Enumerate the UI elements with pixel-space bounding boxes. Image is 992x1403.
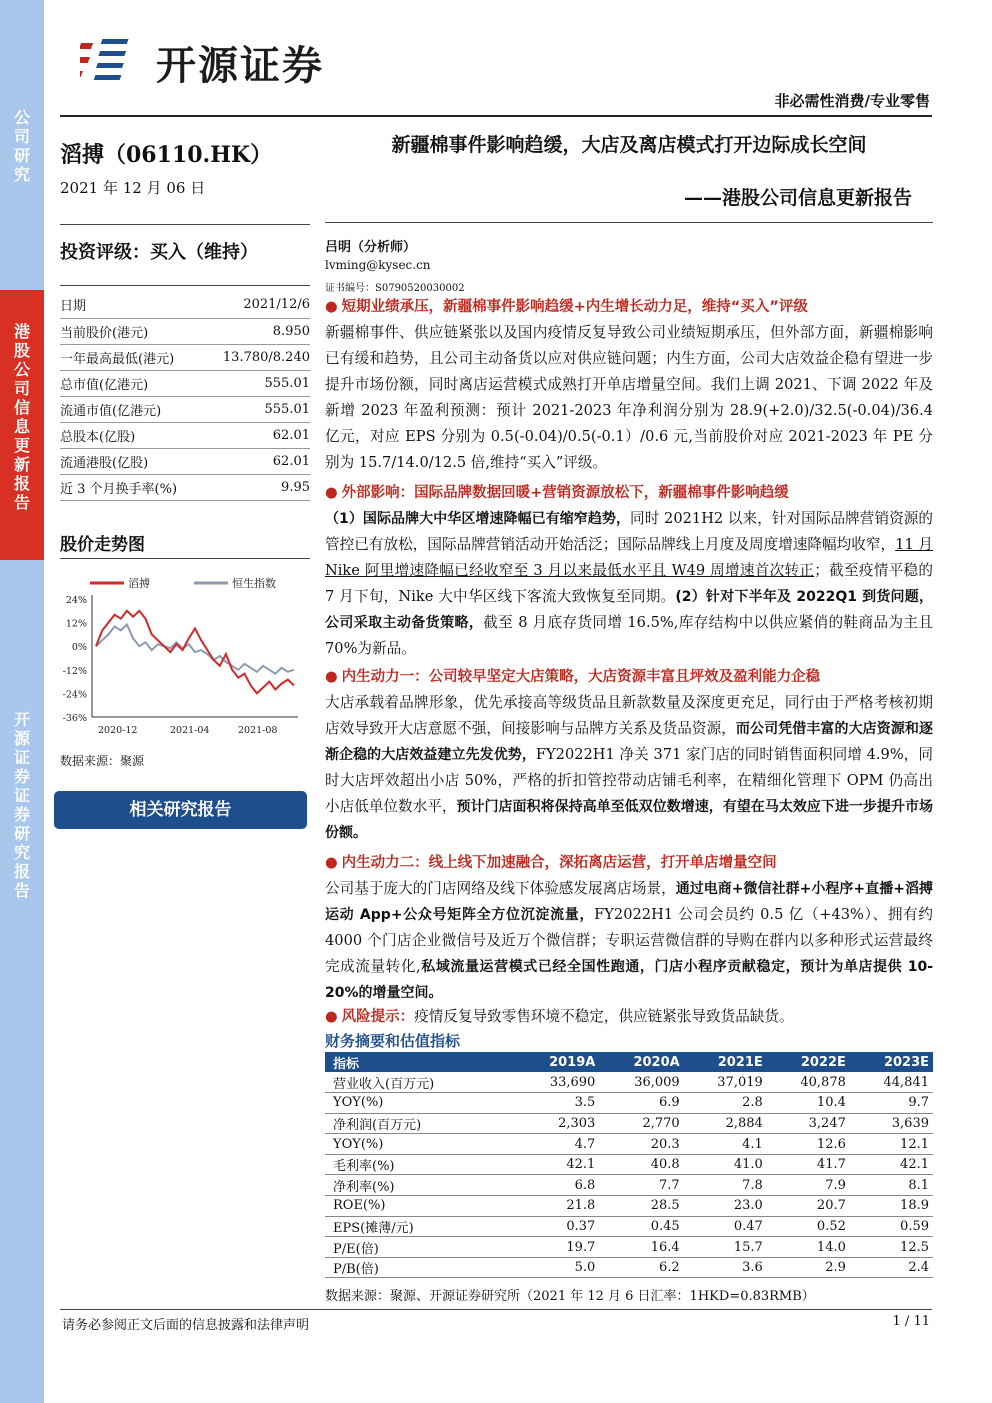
table-row — [60, 448, 310, 474]
key-label: 流通市值(亿港元) — [60, 396, 203, 422]
cell-value: 2,770 — [599, 1113, 683, 1134]
side-bar — [0, 0, 44, 1403]
bold-text: （1）国际品牌大中华区增速降幅已有缩窄趋势， — [325, 511, 631, 527]
text: FY2022H1 净关 371 家门店的同时销售面积同增 4.9%，同时大店坪效超出小店 50%，严格的折扣管控带动店铺毛利率，在精细化管理下 OPM 仍高出小店低单位数水平， — [325, 746, 934, 815]
analyst-name: 吕明（分析师） — [325, 240, 417, 255]
row-label: 净利润(百万元) — [325, 1113, 515, 1134]
cell-value: 2.8 — [684, 1093, 767, 1114]
x-tick-label: 2021-08 — [238, 725, 278, 736]
top-divider — [60, 115, 932, 117]
bullet-icon: ● — [325, 855, 338, 871]
column-header: 指标 — [325, 1052, 515, 1072]
x-tick-label: 2021-04 — [170, 725, 210, 736]
cell-value: 40.8 — [599, 1154, 683, 1175]
text: 疫情反复导致零售环境不稳定，供应链紧张导致货品缺货。 — [414, 1008, 794, 1025]
cell-value: 10.4 — [767, 1093, 850, 1114]
cell-value: 4.1 — [684, 1134, 767, 1155]
fin-table-body — [325, 1072, 933, 1278]
table-row — [60, 318, 310, 344]
section-summary — [325, 294, 933, 476]
table-row — [325, 1257, 933, 1278]
left-divider — [60, 558, 310, 559]
cell-value: 2,884 — [684, 1113, 767, 1134]
section-heading — [325, 664, 933, 690]
column-header: 2020A — [599, 1052, 683, 1072]
logo — [80, 34, 324, 90]
key-value: 62.01 — [203, 422, 310, 448]
footer-divider — [60, 1309, 932, 1310]
cell-value: 12.6 — [767, 1134, 850, 1155]
cell-value: 18.9 — [850, 1196, 933, 1217]
cell-value: 28.5 — [599, 1196, 683, 1217]
table-header-row — [325, 1052, 933, 1072]
x-tick-label: 2020-12 — [98, 725, 138, 736]
cell-value: 42.1 — [515, 1154, 599, 1175]
cell-value: 3.6 — [684, 1257, 767, 1278]
y-tick-label: 24% — [65, 595, 87, 606]
table-row — [325, 1216, 933, 1237]
bold-text: 通过电商+微信社群+小程序+直播+滔搏运动 App+公众号矩阵全方位沉淀流量， — [325, 881, 933, 923]
cell-value: 20.3 — [599, 1134, 683, 1155]
cell-value: 6.8 — [515, 1175, 599, 1196]
y-tick-label: 0% — [71, 642, 87, 654]
analyst-email[interactable]: lvming@kysec.cn — [325, 258, 431, 272]
text: 同时 2021H2 以来，针对国际品牌营销资源的管控已有放松，国际品牌营销活动开始活泛；国际品牌线上月度及周度增速降幅均收窄， — [325, 510, 933, 553]
cell-value: 44,841 — [850, 1072, 933, 1093]
column-header: 2021E — [684, 1052, 767, 1072]
cell-value: 16.4 — [599, 1237, 683, 1258]
left-divider — [60, 224, 310, 225]
cell-value: 4.7 — [515, 1134, 599, 1155]
key-label: 流通港股(亿股) — [60, 448, 203, 474]
table-row — [325, 1237, 933, 1258]
cell-value: 0.59 — [850, 1216, 933, 1237]
cell-value: 7.7 — [599, 1175, 683, 1196]
table-row — [60, 422, 310, 448]
page-number: 1 / 11 — [892, 1314, 930, 1329]
table-row — [325, 1175, 933, 1196]
y-tick-label: -24% — [62, 689, 87, 701]
row-label: EPS(摊薄/元) — [325, 1216, 515, 1237]
column-header: 2022E — [767, 1052, 850, 1072]
cell-value: 21.8 — [515, 1196, 599, 1217]
cell-value: 2,303 — [515, 1113, 599, 1134]
column-header: 2019A — [515, 1052, 599, 1072]
section-internal-2 — [325, 850, 933, 1006]
cell-value: 9.7 — [850, 1093, 933, 1114]
stock-chart-svg — [60, 565, 310, 745]
cell-value: 41.0 — [684, 1154, 767, 1175]
column-header: 2023E — [850, 1052, 933, 1072]
table-row — [325, 1093, 933, 1114]
bullet-icon: ● — [325, 299, 338, 315]
text: FY2022H1 公司会员约 0.5 亿（+43%）、拥有约 4000 个门店企业微信号及近万个微信群；专职运营微信群的导购在群内以多种形式运营最终完成流量转化, — [325, 906, 934, 975]
rating: 投资评级：买入（维持） — [60, 242, 258, 263]
y-tick-label: -36% — [62, 713, 87, 724]
cell-value: 7.9 — [767, 1175, 850, 1196]
section-internal-1 — [325, 664, 933, 846]
section-heading — [325, 850, 933, 876]
chart-section-title: 股价走势图 — [60, 535, 145, 555]
report-date: 2021 年 12 月 06 日 — [60, 179, 206, 197]
row-label: 营业收入(百万元) — [325, 1072, 515, 1093]
title-divider — [325, 222, 933, 223]
cell-value: 0.47 — [684, 1216, 767, 1237]
heading-text: 短期业绩承压，新疆棉事件影响趋缓+内生增长动力足，维持“买入”评级 — [341, 299, 808, 315]
cell-value: 23.0 — [684, 1196, 767, 1217]
key-label: 总股本(亿股) — [60, 422, 203, 448]
fin-table — [325, 1052, 933, 1278]
section-external — [325, 480, 933, 662]
cell-value: 19.7 — [515, 1237, 599, 1258]
key-value: 555.01 — [203, 370, 310, 396]
cell-value: 33,690 — [515, 1072, 599, 1093]
cell-value: 7.8 — [684, 1175, 767, 1196]
stock-name: 滔搏（06110.HK） — [60, 142, 273, 168]
text: 大店承载着品牌形象，优先承接高等级货品且新款数量及深度更充足，同行由于严格考核初期店效导致开大店意愿不强，间接影响与品牌方关系及货品资源， — [325, 694, 933, 737]
table-row — [325, 1113, 933, 1134]
left-divider — [60, 285, 310, 286]
key-value: 62.01 — [203, 448, 310, 474]
table-row — [325, 1196, 933, 1217]
row-label: YOY(%) — [325, 1093, 515, 1114]
legend-label: 恒生指数 — [232, 577, 276, 590]
cell-value: 14.0 — [767, 1237, 850, 1258]
fin-table-title: 财务摘要和估值指标 — [325, 1032, 461, 1050]
side-label-top: 公司研究 — [13, 108, 30, 184]
section-heading — [325, 1009, 414, 1025]
side-label-mid: 港股公司信息更新报告 — [13, 322, 30, 512]
key-value: 555.01 — [203, 396, 310, 422]
cell-value: 20.7 — [767, 1196, 850, 1217]
bullet-icon: ● — [325, 1009, 338, 1025]
logo-mark-icon — [80, 35, 142, 89]
cell-value: 3.5 — [515, 1093, 599, 1114]
text: 公司基于庞大的门店网络及线下体验感发展离店场景， — [325, 880, 676, 897]
key-value: 8.950 — [203, 318, 310, 344]
underlined-text: 11 月 Nike 阿里增速降幅已经收窄至 3 月以来最低水平且 W49 周增速首次转正 — [325, 536, 933, 579]
table-row — [60, 292, 310, 318]
table-row — [60, 370, 310, 396]
cell-value: 12.1 — [850, 1134, 933, 1155]
bullet-icon: ● — [325, 669, 338, 685]
bold-text: 而公司凭借丰富的大店资源和逐渐企稳的大店效益建立先发优势， — [325, 721, 933, 763]
text: 截至 8 月底存货同增 16.5%,库存结构中以供应紧俏的鞋商品为主且 70%为新品。 — [325, 614, 933, 657]
table-row — [60, 396, 310, 422]
industry-label: 非必需性消费/专业零售 — [774, 92, 930, 110]
chart-source: 数据来源：聚源 — [60, 754, 145, 768]
related-reports-button[interactable]: 相关研究报告 — [54, 791, 307, 829]
cell-value: 2.9 — [767, 1257, 850, 1278]
fin-table-source: 数据来源：聚源、开源证券研究所（2021 年 12 月 6 日汇率：1HKD=0.83RMB） — [325, 1289, 815, 1304]
footer-disclaimer: 请务必参阅正文后面的信息披露和法律声明 — [62, 1318, 310, 1333]
heading-text: 风险提示： — [341, 1009, 415, 1025]
cell-value: 36,009 — [599, 1072, 683, 1093]
cell-value: 41.7 — [767, 1154, 850, 1175]
bullet-icon: ● — [325, 485, 338, 501]
key-value: 9.95 — [203, 474, 310, 500]
key-label: 近 3 个月换手率(%) — [60, 474, 203, 500]
heading-text: 内生动力二：线上线下加速融合，深拓离店运营，打开单店增量空间 — [341, 855, 777, 871]
paragraph — [325, 876, 933, 1006]
key-data-table — [60, 292, 310, 501]
key-value: 13.780/8.240 — [203, 344, 310, 370]
key-label: 当前股价(港元) — [60, 318, 203, 344]
cell-value: 2.4 — [850, 1257, 933, 1278]
paragraph — [325, 690, 933, 846]
key-label: 日期 — [60, 292, 203, 318]
key-label: 一年最高最低(港元) — [60, 344, 203, 370]
cell-value: 37,019 — [684, 1072, 767, 1093]
cell-value: 15.7 — [684, 1237, 767, 1258]
report-title: 新疆棉事件影响趋缓，大店及离店模式打开边际成长空间 — [391, 134, 867, 156]
analyst-cert: 证书编号：S0790520030002 — [325, 283, 465, 294]
row-label: P/E(倍) — [325, 1237, 515, 1258]
row-label: ROE(%) — [325, 1196, 515, 1217]
cell-value: 42.1 — [850, 1154, 933, 1175]
cell-value: 12.5 — [850, 1237, 933, 1258]
cell-value: 6.2 — [599, 1257, 683, 1278]
key-value: 2021/12/6 — [203, 292, 310, 318]
cell-value: 0.52 — [767, 1216, 850, 1237]
cell-value: 5.0 — [515, 1257, 599, 1278]
y-tick-label: -12% — [62, 665, 87, 677]
cell-value: 0.37 — [515, 1216, 599, 1237]
row-label: 净利率(%) — [325, 1175, 515, 1196]
row-label: P/B(倍) — [325, 1257, 515, 1278]
side-label-bottom: 开源证券 证券研究报告 — [13, 710, 30, 900]
table-row — [60, 344, 310, 370]
legend-label: 滔搏 — [128, 577, 150, 590]
section-risk — [325, 1004, 933, 1030]
bold-text: 预计门店面积将保持高单至低双位数增速，有望在马太效应下进一步提升市场份额。 — [325, 799, 933, 841]
section-heading — [325, 480, 933, 506]
cell-value: 40,878 — [767, 1072, 850, 1093]
paragraph — [325, 506, 933, 662]
series-line — [96, 625, 294, 674]
y-tick-label: 12% — [65, 618, 87, 630]
cell-value: 6.9 — [599, 1093, 683, 1114]
key-label: 总市值(亿港元) — [60, 370, 203, 396]
table-row — [325, 1072, 933, 1093]
section-heading — [325, 294, 933, 320]
report-subtitle: ——港股公司信息更新报告 — [683, 187, 912, 209]
cell-value: 0.45 — [599, 1216, 683, 1237]
table-row — [60, 474, 310, 500]
text: ；截至疫情平稳的 7 月下旬，Nike 大中华区线下客流大致恢复至同期。 — [325, 562, 933, 605]
table-row — [325, 1134, 933, 1155]
row-label: 毛利率(%) — [325, 1154, 515, 1175]
heading-text: 外部影响：国际品牌数据回暖+营销资源放松下，新疆棉事件影响趋缓 — [341, 485, 789, 501]
heading-text: 内生动力一：公司较早坚定大店策略，大店资源丰富且坪效及盈利能力企稳 — [341, 669, 821, 685]
stock-chart — [60, 565, 310, 745]
logo-text: 开源证券 — [156, 42, 324, 89]
cell-value: 8.1 — [850, 1175, 933, 1196]
cell-value: 3,639 — [850, 1113, 933, 1134]
cell-value: 3,247 — [767, 1113, 850, 1134]
bold-text: 私域流量运营模式已经全国性跑通，门店小程序贡献稳定，预计为单店提供 10-20%的增量空间。 — [325, 959, 934, 1001]
bold-text: (2）针对下半年及 2022Q1 到货问题，公司采取主动备货策略， — [325, 589, 934, 631]
paragraph: 新疆棉事件、供应链紧张以及国内疫情反复导致公司业绩短期承压，但外部方面，新疆棉影响已有缓和趋势，且公司主动备货以应对供应链问题；内生方面，公司大店效益企稳有望进一步提升市场份额，同时离店运营模式成熟打开单店增量空间。我们上调 2021、下调 2022 年及新增 2023 年盈利预测：预计 2021-2023 年净利润分别为 28.9(+2.0)/32.5(-0.04)/36.4 亿元，对应 EPS 分别为 0.5(-0.04)/0.5(-0.1）/0.6 元,当前股价对应 2021-2023 年 PE 分别为 15.7/14.0/12.5 倍,维持“买入”评级。 — [325, 324, 933, 471]
row-label: YOY(%) — [325, 1134, 515, 1155]
table-row — [325, 1154, 933, 1175]
